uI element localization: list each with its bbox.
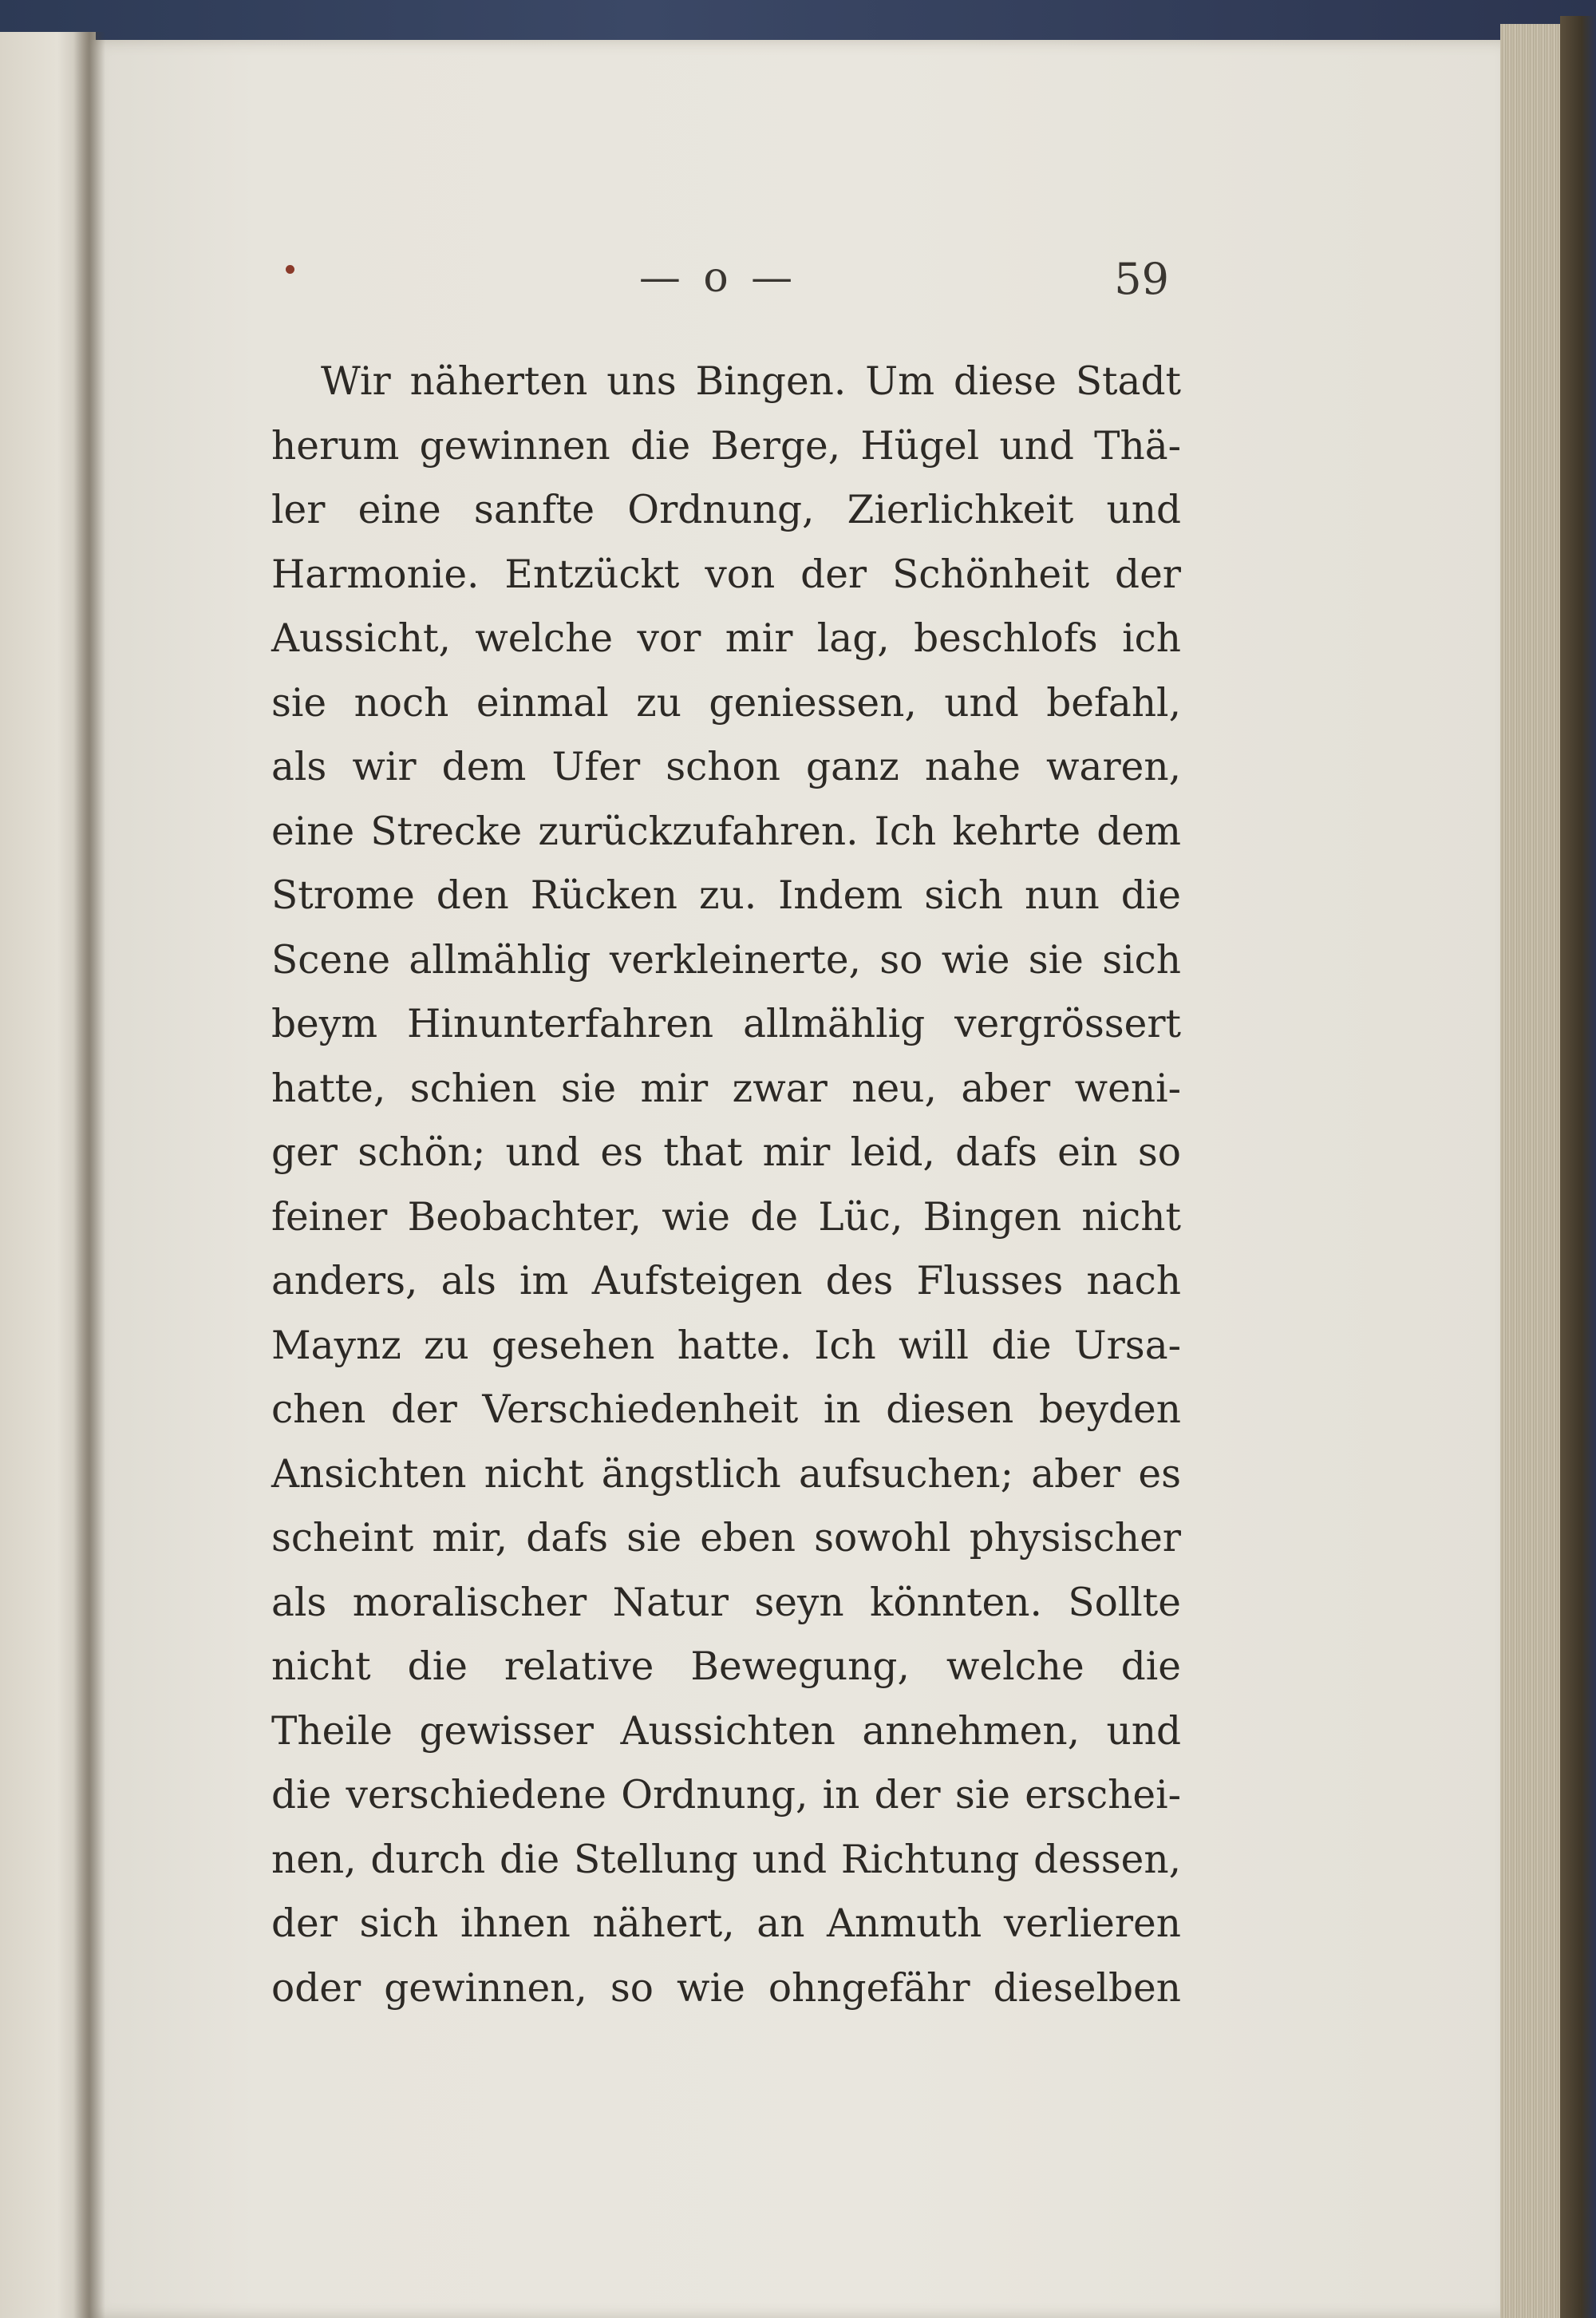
text-line: oder gewinnen, so wie ohngefähr dieselben [271, 1965, 1181, 2011]
text-line: sie noch einmal zu geniessen, und befahl, [271, 680, 1181, 726]
text-line: eine Strecke zurückzufahren. Ich kehrte dem [271, 809, 1181, 854]
page-gutter [73, 32, 105, 2318]
body-text [271, 350, 1181, 2020]
text-line: als wir dem Ufer schon ganz nahe waren, [271, 745, 1181, 789]
text-line: nen, durch die Stellung und Richtung dessen, [271, 1837, 1181, 1882]
text-line: scheint mir, dafs sie eben sowohl physischer [271, 1516, 1181, 1560]
text-line: die verschiedene Ordnung, in der sie erschei- [271, 1773, 1181, 1818]
text-line: nicht die relative Bewegung, welche die [271, 1644, 1181, 1689]
text-line: Harmonie. Entzückt von der Schönheit der [271, 552, 1181, 597]
cover-edge [1560, 16, 1596, 2318]
page-block-edges [1500, 24, 1560, 2318]
text-line: Scene allmählig verkleinerte, so wie sie sich [271, 937, 1181, 983]
text-line: Wir näherten uns Bingen. Um diese Stadt [321, 359, 1181, 404]
text-line: Strome den Rücken zu. Indem sich nun die [271, 873, 1181, 918]
text-line: anders, als im Aufsteigen des Flusses nach [271, 1259, 1181, 1303]
text-line: ger schön; und es that mir leid, dafs ein so [271, 1130, 1181, 1175]
text-line: Maynz zu gesehen hatte. Ich will die Ursa- [271, 1323, 1181, 1368]
page-number: 59 [1114, 254, 1169, 304]
text-line: feiner Beobachter, wie de Lüc, Bingen nicht [271, 1194, 1181, 1240]
text-line: als moralischer Natur seyn könnten. Sollte [271, 1580, 1181, 1625]
header-ornament: — o — [638, 254, 798, 302]
text-line: hatte, schien sie mir zwar neu, aber weni- [271, 1066, 1181, 1111]
text-line: Ansichten nicht ängstlich aufsuchen; aber es [271, 1451, 1181, 1497]
text-line: beym Hinunterfahren allmählig vergrössert [271, 1002, 1181, 1046]
ink-dot [286, 265, 294, 274]
text-line: ler eine sanfte Ordnung, Zierlichkeit und [271, 488, 1181, 532]
text-line: Aussicht, welche vor mir lag, beschlofs ich [271, 616, 1181, 661]
text-line: chen der Verschiedenheit in diesen beyden [271, 1387, 1181, 1432]
text-line: Theile gewisser Aussichten annehmen, und [271, 1708, 1181, 1754]
text-line: der sich ihnen nähert, an Anmuth verlieren [271, 1901, 1181, 1946]
running-header [279, 254, 1169, 318]
text-line: herum gewinnen die Berge, Hügel und Thä- [271, 423, 1181, 469]
